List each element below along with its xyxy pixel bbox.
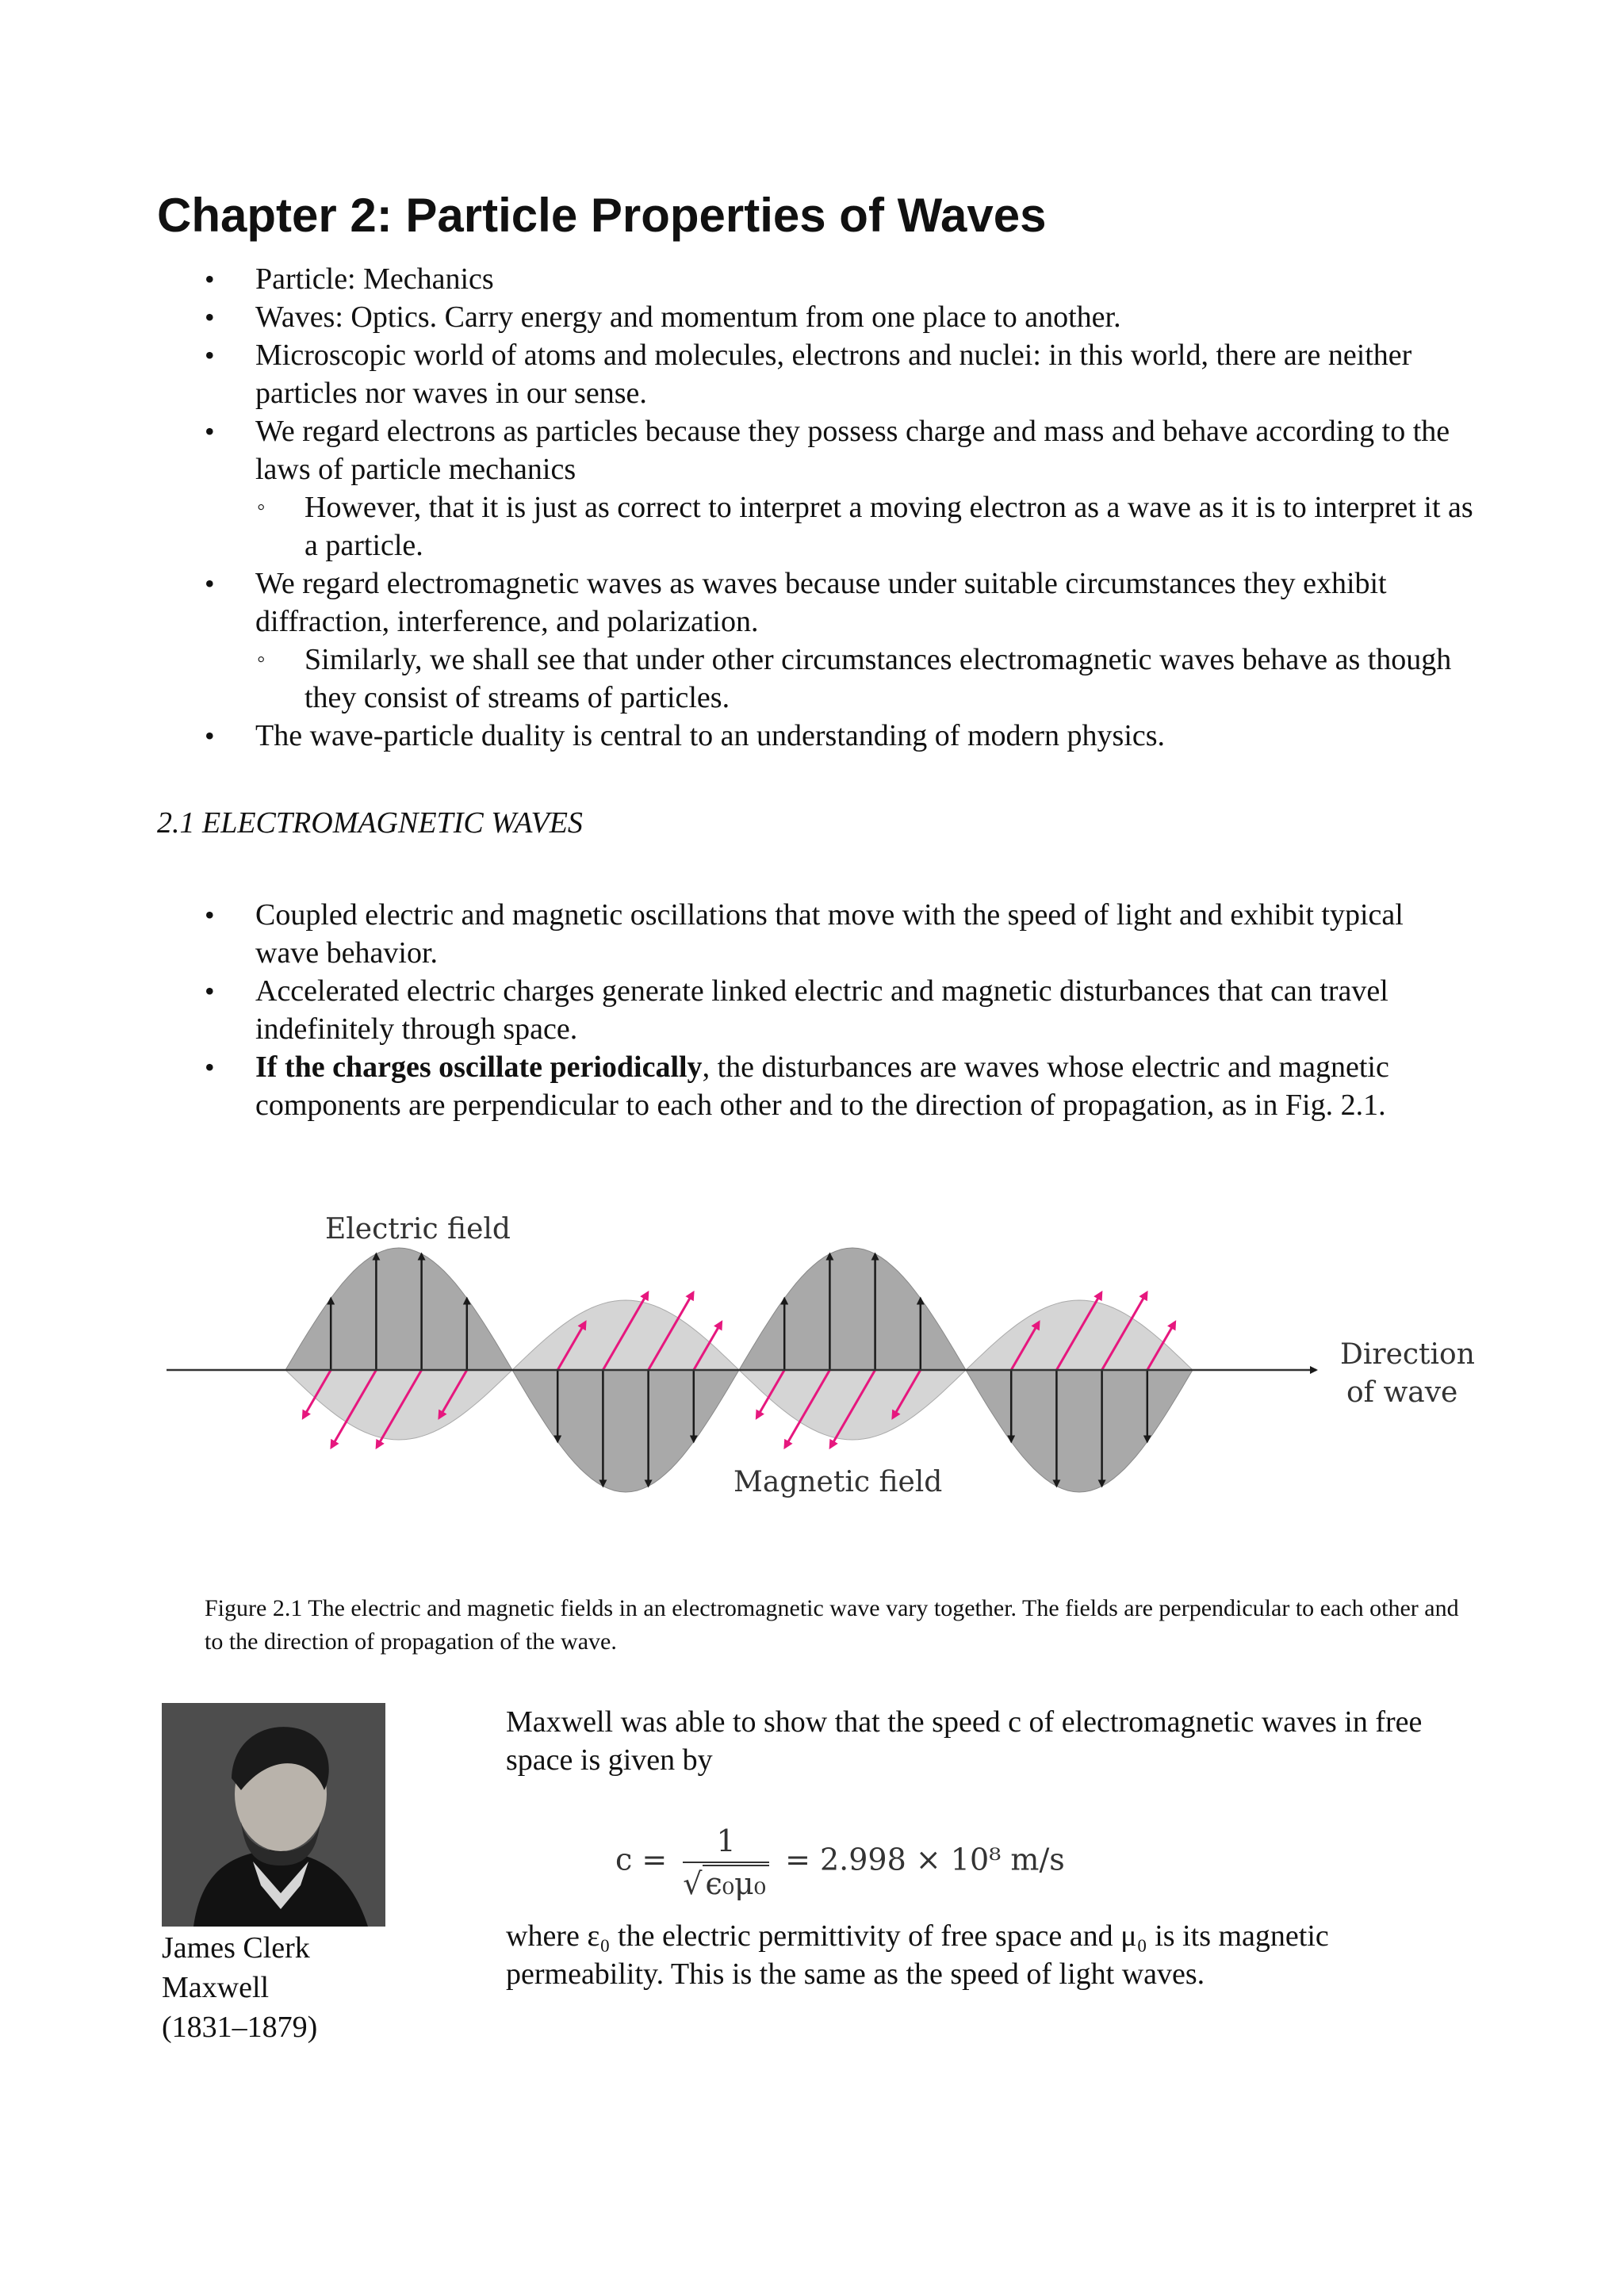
section-heading: 2.1 ELECTROMAGNETIC WAVES [157,806,583,840]
electric-lobe [512,1370,739,1492]
list-item: • Coupled electric and magnetic oscillations that move with the speed of light and exhibit typical wave behavior. [0,896,1624,972]
bullet-icon: • [205,1051,215,1083]
list-item: • We regard electromagnetic waves as waves because under suitable circumstances they exhibit diffraction, interference, and polarization. [0,564,1624,641]
equation-fraction: $\frac{1}{\text{√ ϵ₀μ₀}}$ [683,1823,769,1901]
figure-caption: Figure 2.1 The electric and magnetic fields in an electromagnetic wave vary together. The fields are perpendicular to each other and to the direction of propagation of the wave. [205,1595,1459,1655]
bullet-icon: • [205,975,215,1007]
electric-lobe [285,1248,512,1370]
maxwell-paragraph: Maxwell was able to show that the speed c of electromagnetic waves in free space is given by [506,1705,1423,1777]
sub-list-item: ◦ Similarly, we shall see that under other circumstances electromagnetic waves behave as though they consist of streams of particles. [0,641,1624,717]
list-item: • Particle: Mechanics [0,260,1624,298]
direction-label-line2: of wave [1346,1376,1458,1409]
bullet-icon: • [205,899,215,931]
magnetic-lobe [512,1300,739,1370]
electric-lobe [739,1248,966,1370]
chapter-title: Chapter 2: Particle Properties of Waves [157,189,1047,242]
em-list [0,896,1624,1124]
electric-lobe [966,1370,1193,1492]
magnetic-lobe [966,1300,1193,1370]
magnetic-lobe [285,1370,512,1440]
bullet-icon: • [205,339,215,371]
maxwell-portrait [162,1703,385,1927]
direction-label: Direction [1340,1338,1475,1371]
bullet-icon: • [205,301,215,333]
bullet-icon: • [205,568,215,599]
bullet-icon: • [205,263,215,295]
portrait-caption: James Clerk Maxwell (1831–1879) [162,1931,318,2044]
bold-phrase: If the charges oscillate periodically [255,1050,703,1084]
magnetic-lobe [739,1370,966,1440]
portrait-photo-icon [162,1703,385,1927]
circle-bullet-icon: ◦ [257,494,266,520]
speed-of-light-equation: c = $\frac{1}{\text{√ ϵ₀μ₀}}$ = 2.998 × 10⁸ m/s [615,1823,1065,1901]
list-item: • We regard electrons as particles because they possess charge and mass and behave according to the laws of particle mechanics [0,412,1624,488]
intro-list [0,260,1624,755]
list-item: • Accelerated electric charges generate linked electric and magnetic disturbances that can travel indefinitely through space. [0,972,1624,1048]
magnetic-field-label: Magnetic field [733,1466,943,1498]
electric-field-label: Electric field [325,1213,511,1246]
permittivity-paragraph: where ε₀ the electric permittivity of free space and μ₀ is its magnetic permeability. This is the same as the speed of light waves. [506,1919,1329,1991]
list-item: • The wave-particle duality is central to an understanding of modern physics. [0,717,1624,755]
sub-list-item: ◦ However, that it is just as correct to interpret a moving electron as a wave as it is to interpret it as a particle. [0,488,1624,564]
list-item: • If the charges oscillate periodically, the disturbances are waves whose electric and magnetic components are perpendicular to each other and to the direction of propagation, as in Fig. 2.1. [0,1048,1624,1124]
circle-bullet-icon: ◦ [257,646,266,672]
bullet-icon: • [205,720,215,752]
em-wave-figure [159,1205,1475,1538]
list-item: • Waves: Optics. Carry energy and momentum from one place to another. [0,298,1624,336]
bullet-icon: • [205,415,215,447]
list-item: • Microscopic world of atoms and molecules, electrons and nuclei: in this world, there are neither particles nor waves in our sense. [0,336,1624,412]
